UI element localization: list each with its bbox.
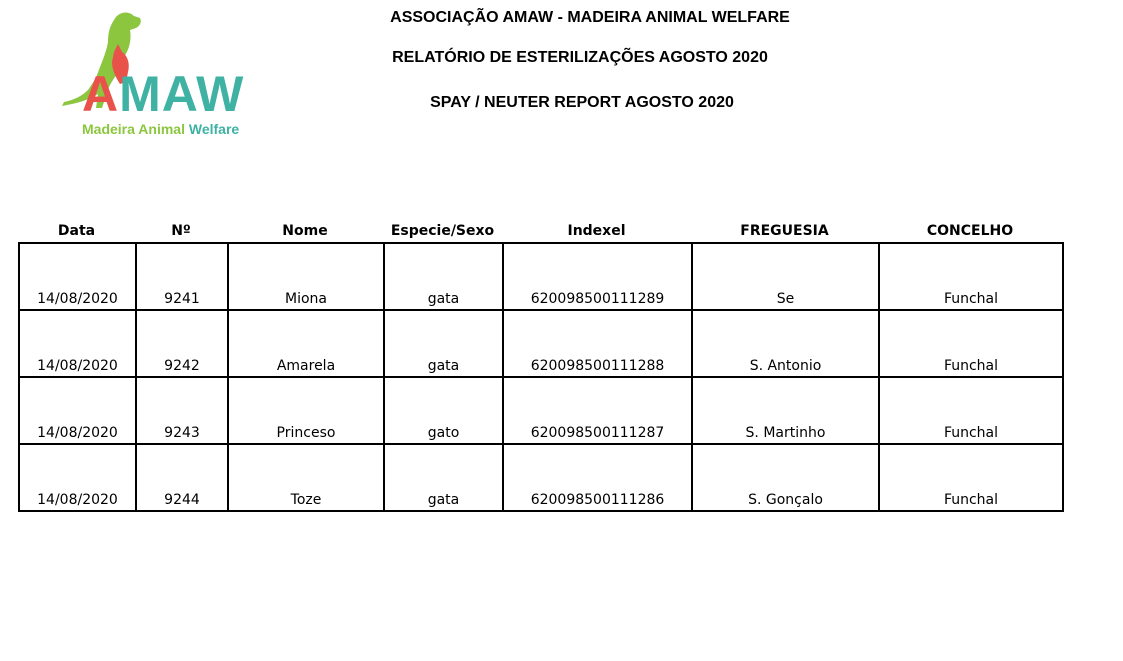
cell-indexel: 620098500111288 — [503, 310, 692, 377]
cell-indexel: 620098500111289 — [503, 243, 692, 310]
column-header-concelho: CONCELHO — [926, 223, 1014, 239]
cell-data: 14/08/2020 — [19, 377, 136, 444]
report-title-en: SPAY / NEUTER REPORT AGOSTO 2020 — [430, 94, 734, 111]
column-header-freguesia: FREGUESIA — [740, 223, 829, 239]
column-header-especie-sexo: Especie/Sexo — [390, 223, 495, 239]
cell-freguesia: S. Antonio — [692, 310, 879, 377]
cell-especie-sexo: gata — [384, 243, 503, 310]
cell-number: 9241 — [136, 243, 228, 310]
logo-wordmark: AMAW — [82, 66, 245, 122]
cell-indexel: 620098500111286 — [503, 444, 692, 511]
report-title-pt: RELATÓRIO DE ESTERILIZAÇÕES AGOSTO 2020 — [392, 49, 768, 66]
cell-freguesia: S. Martinho — [692, 377, 879, 444]
table-row — [19, 444, 1063, 511]
cell-especie-sexo: gato — [384, 377, 503, 444]
column-header-indexel: Indexel — [567, 223, 626, 239]
amaw-logo — [56, 8, 246, 140]
column-header-number: Nº — [171, 223, 191, 239]
cell-nome: Miona — [228, 243, 384, 310]
column-header-nome: Nome — [282, 223, 328, 239]
cell-freguesia: S. Gonçalo — [692, 444, 879, 511]
cell-nome: Amarela — [228, 310, 384, 377]
cell-data: 14/08/2020 — [19, 310, 136, 377]
cell-nome: Princeso — [228, 377, 384, 444]
cell-especie-sexo: gata — [384, 310, 503, 377]
cell-indexel: 620098500111287 — [503, 377, 692, 444]
column-header-data: Data — [57, 223, 96, 239]
cell-data: 14/08/2020 — [19, 243, 136, 310]
cell-concelho: Funchal — [879, 444, 1063, 511]
organization-title: ASSOCIAÇÃO AMAW - MADEIRA ANIMAL WELFARE — [390, 9, 790, 26]
table-row — [19, 377, 1063, 444]
cell-number: 9242 — [136, 310, 228, 377]
table-row — [19, 243, 1063, 310]
cell-number: 9244 — [136, 444, 228, 511]
cell-nome: Toze — [228, 444, 384, 511]
logo-tagline: Madeira Animal Welfare — [82, 121, 240, 137]
cell-concelho: Funchal — [879, 243, 1063, 310]
cell-especie-sexo: gata — [384, 444, 503, 511]
cell-concelho: Funchal — [879, 310, 1063, 377]
table-header-row — [18, 223, 1062, 241]
cell-data: 14/08/2020 — [19, 444, 136, 511]
table-row — [19, 310, 1063, 377]
sterilization-table — [18, 242, 1064, 512]
cell-concelho: Funchal — [879, 377, 1063, 444]
cell-number: 9243 — [136, 377, 228, 444]
cell-freguesia: Se — [692, 243, 879, 310]
